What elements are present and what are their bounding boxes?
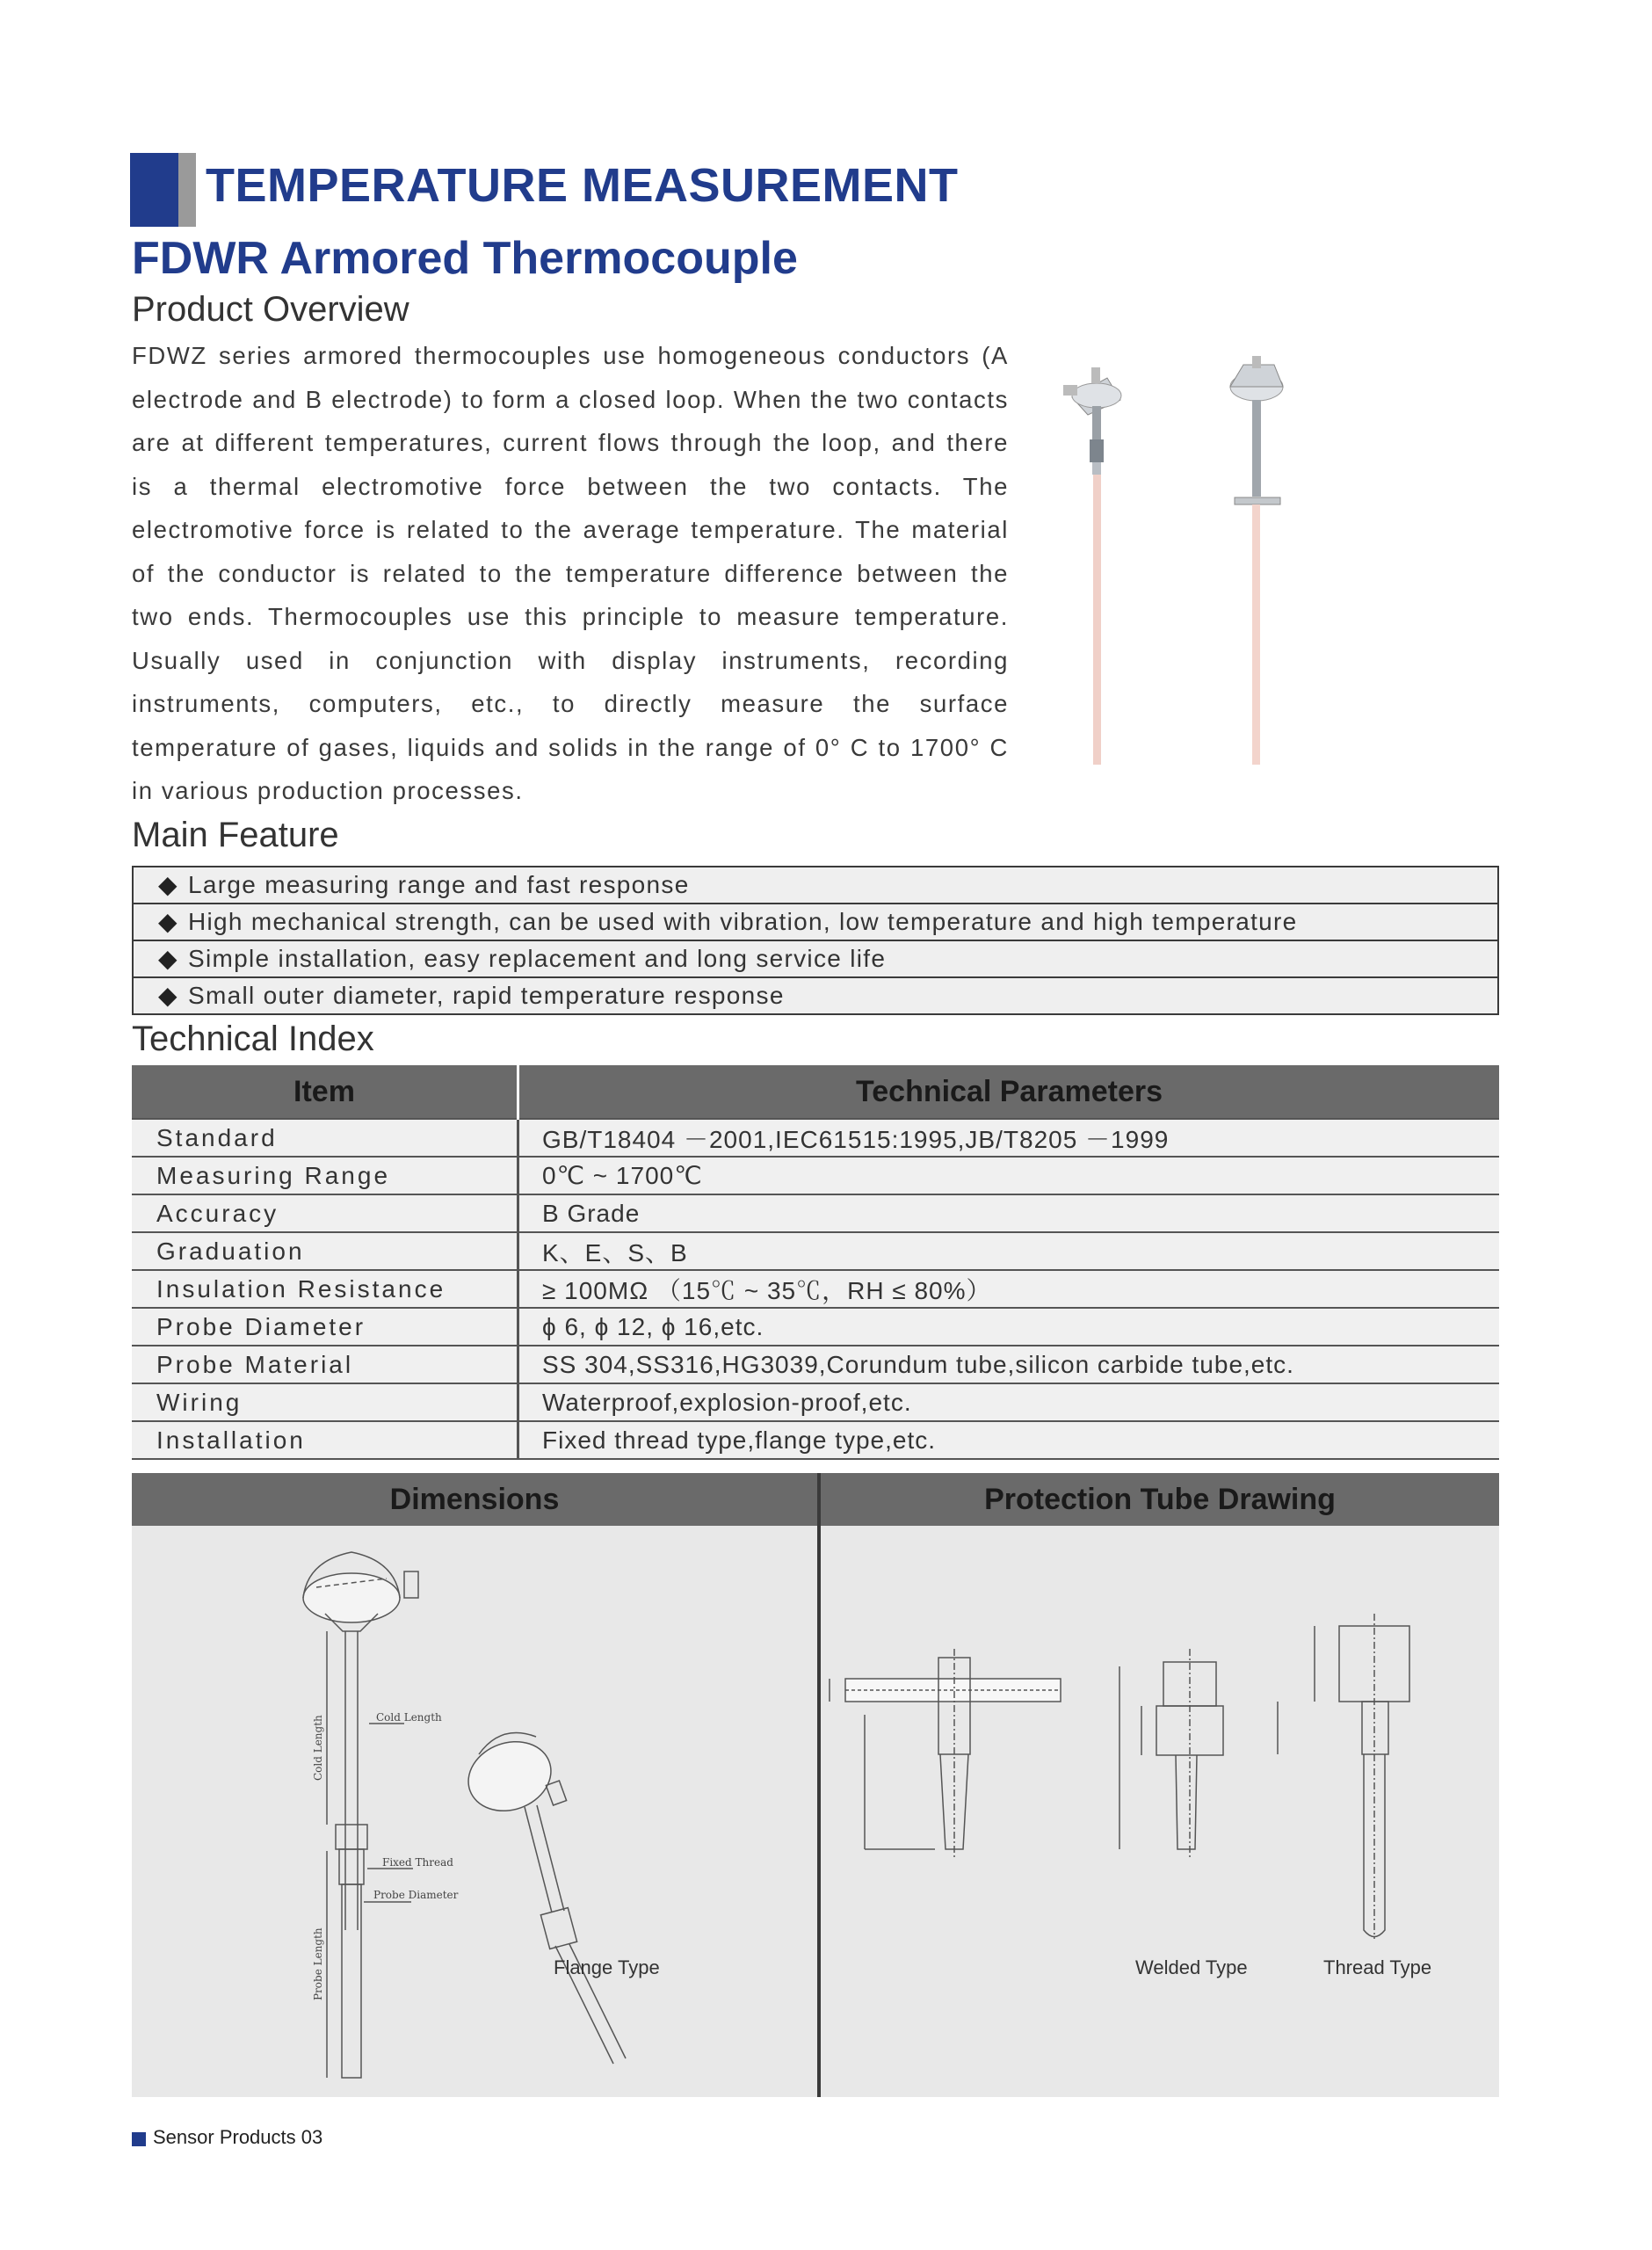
header-accent-bar-gray — [178, 153, 196, 227]
table-row — [132, 1421, 1499, 1459]
cell-item: Standard — [132, 1119, 518, 1157]
cell-value: Fixed thread type,flange type,etc. — [518, 1421, 1500, 1459]
protection-tube-header: Protection Tube Drawing — [821, 1473, 1499, 1526]
table-header-row — [132, 1065, 1499, 1119]
cell-item: Probe Material — [132, 1346, 518, 1383]
cell-value: ϕ 6, ϕ 12, ϕ 16,etc. — [518, 1308, 1500, 1346]
probe-diameter-label: Probe Diameter — [373, 1889, 459, 1901]
footer-text: Sensor Products 03 — [153, 2126, 323, 2148]
cell-value: GB/T18404 －2001,IEC61515:1995,JB/T8205 －1999 — [518, 1119, 1500, 1157]
table-row — [132, 1157, 1499, 1194]
column-header-item: Item — [132, 1065, 518, 1119]
bullet-icon: ◆ — [158, 908, 178, 935]
overview-heading: Product Overview — [132, 290, 409, 329]
caption-flange: Flange Type — [554, 1956, 660, 1978]
thermocouple-thread-image — [1063, 367, 1121, 765]
section-header-title: TEMPERATURE MEASUREMENT — [206, 159, 959, 212]
cell-item: Insulation Resistance — [132, 1270, 518, 1308]
technical-table — [132, 1065, 1499, 1460]
feature-item: ◆ Large measuring range and fast response — [132, 866, 1499, 903]
table-row — [132, 1270, 1499, 1308]
cell-value: B Grade — [518, 1194, 1500, 1232]
caption-welded: Welded Type — [1135, 1956, 1248, 1978]
feature-heading: Main Feature — [132, 816, 339, 854]
cold-length-label: Cold Length — [376, 1711, 442, 1724]
footer-square-icon — [132, 2132, 146, 2146]
feature-list — [132, 866, 1499, 1015]
header-accent-bar — [130, 153, 178, 227]
feature-item: ◆ Small outer diameter, rapid temperature response — [132, 976, 1499, 1015]
cell-item: Wiring — [132, 1383, 518, 1421]
cell-item: Measuring Range — [132, 1157, 518, 1194]
protection-tube-drawing — [821, 1526, 1499, 2097]
bullet-icon: ◆ — [158, 945, 178, 972]
table-row — [132, 1232, 1499, 1270]
product-photo — [1054, 352, 1327, 773]
caption-thread: Thread Type — [1323, 1956, 1432, 1978]
cell-value: Waterproof,explosion-proof,etc. — [518, 1383, 1500, 1421]
cell-value: ≥ 100MΩ （15℃ ~ 35℃，RH ≤ 80%） — [518, 1270, 1500, 1308]
cold-length-vertical-label: Cold Length — [312, 1715, 324, 1781]
feature-item: ◆ Simple installation, easy replacement and long service life — [132, 940, 1499, 976]
cell-value: 0℃ ~ 1700℃ — [518, 1157, 1500, 1194]
dimensions-drawing — [132, 1526, 817, 2097]
fixed-thread-label: Fixed Thread — [382, 1856, 453, 1869]
cell-item: Installation — [132, 1421, 518, 1459]
table-row — [132, 1346, 1499, 1383]
drawings-panel — [132, 1473, 1499, 2097]
cell-value: SS 304,SS316,HG3039,Corundum tube,silicon carbide tube,etc. — [518, 1346, 1500, 1383]
technical-heading: Technical Index — [132, 1020, 374, 1058]
cell-value: K、E、S、B — [518, 1232, 1500, 1270]
thermocouple-flange-image — [1230, 356, 1283, 765]
table-row — [132, 1308, 1499, 1346]
dimensions-header: Dimensions — [132, 1473, 817, 1526]
probe-length-label: Probe Length — [312, 1927, 324, 2000]
bullet-icon: ◆ — [158, 871, 178, 898]
table-row — [132, 1383, 1499, 1421]
product-title: FDWR Armored Thermocouple — [132, 233, 798, 284]
cell-item: Accuracy — [132, 1194, 518, 1232]
cell-item: Probe Diameter — [132, 1308, 518, 1346]
overview-text: FDWZ series armored thermocouples use homogeneous conductors (A electrode and B electrode) to form a closed loop. When the two contacts are at different temperatures, current flows through the loop, and there is a thermal electromotive force between the two contacts. The electromotive force is related to the average temperature. The material of the conductor is related to the temperature difference between the two ends. Thermocouples use this principle to measure temperature. Usually used in conjunction with display instruments, recording instruments, computers, etc., to directly measure the surface temperature of gases, liquids and solids in the range of 0° C to 1700° C in various production processes. — [132, 342, 1009, 804]
table-row — [132, 1194, 1499, 1232]
feature-item: ◆ High mechanical strength, can be used with vibration, low temperature and high temperature — [132, 903, 1499, 940]
table-row — [132, 1119, 1499, 1157]
column-header-params: Technical Parameters — [518, 1065, 1500, 1119]
bullet-icon: ◆ — [158, 982, 178, 1009]
cell-item: Graduation — [132, 1232, 518, 1270]
